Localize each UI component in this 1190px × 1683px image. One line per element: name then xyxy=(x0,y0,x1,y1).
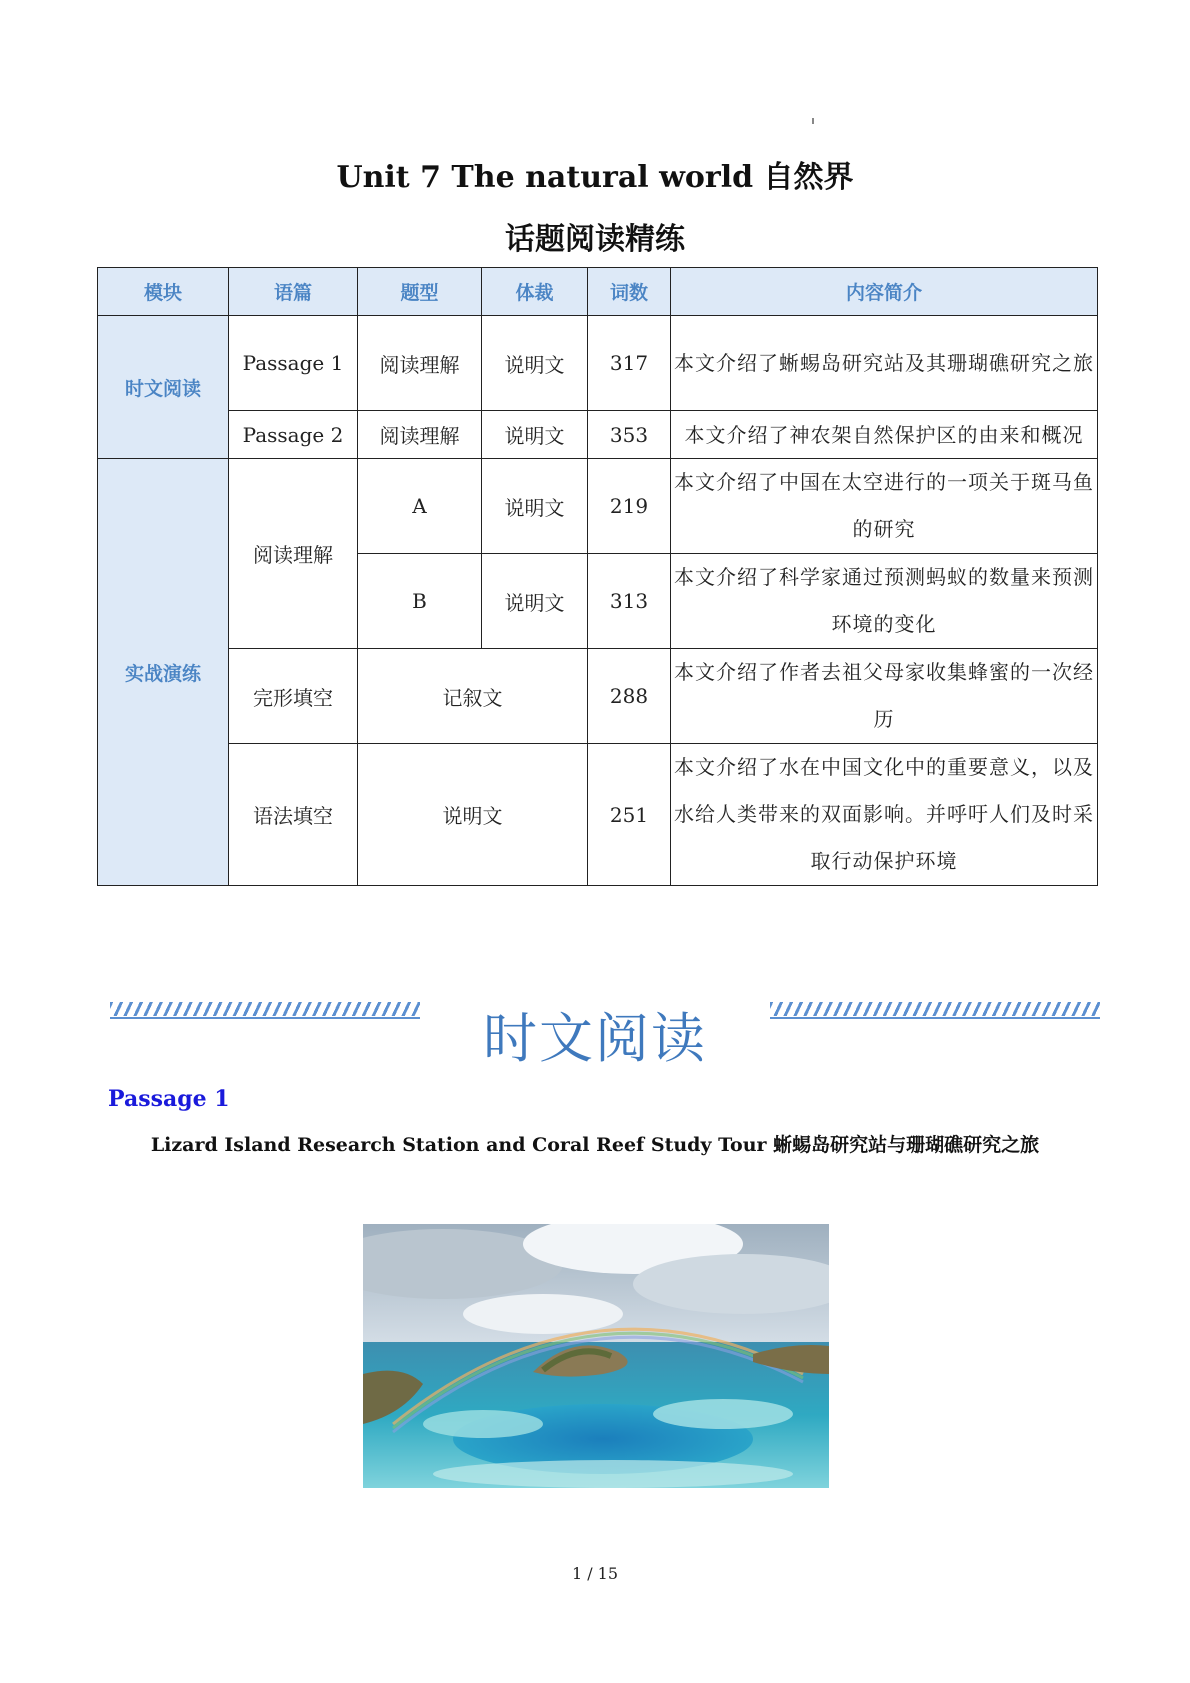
words-cell: 288 xyxy=(588,649,671,744)
passage-cell: 完形填空 xyxy=(229,649,358,744)
passage-cell: Passage 1 xyxy=(229,316,358,411)
overview-table xyxy=(97,267,1098,886)
summary-cell: 本文介绍了神农架自然保护区的由来和概况 xyxy=(671,411,1098,459)
genre-cell: 说明文 xyxy=(482,316,588,411)
type-cell: B xyxy=(358,554,482,649)
module-cell: 实战演练 xyxy=(98,459,229,886)
genre-cell: 说明文 xyxy=(482,411,588,459)
lizard-island-photo xyxy=(363,1224,829,1488)
type-cell: 阅读理解 xyxy=(358,316,482,411)
genre-cell: 记叙文 xyxy=(358,649,588,744)
section-banner-title: 时文阅读 xyxy=(483,1007,707,1070)
table-header-row xyxy=(98,268,1098,316)
words-cell: 219 xyxy=(588,459,671,554)
column-header: 内容简介 xyxy=(671,268,1098,316)
summary-cell: 本文介绍了中国在太空进行的一项关于斑马鱼的研究 xyxy=(671,459,1098,554)
genre-cell: 说明文 xyxy=(358,744,588,886)
type-cell: A xyxy=(358,459,482,554)
passage-cell: 语法填空 xyxy=(229,744,358,886)
column-header: 模块 xyxy=(98,268,229,316)
column-header: 语篇 xyxy=(229,268,358,316)
words-cell: 251 xyxy=(588,744,671,886)
column-header: 题型 xyxy=(358,268,482,316)
genre-cell: 说明文 xyxy=(482,554,588,649)
column-header: 词数 xyxy=(588,268,671,316)
module-cell: 时文阅读 xyxy=(98,316,229,459)
summary-cell: 本文介绍了科学家通过预测蚂蚁的数量来预测环境的变化 xyxy=(671,554,1098,649)
type-cell: 阅读理解 xyxy=(358,411,482,459)
passage-title: Lizard Island Research Station and Coral Reef Study Tour 蜥蜴岛研究站与珊瑚礁研究之旅 xyxy=(150,1134,1040,1156)
page-number: 1 / 15 xyxy=(571,1564,619,1583)
table-row xyxy=(98,744,1098,886)
summary-cell: 本文介绍了蜥蜴岛研究站及其珊瑚礁研究之旅 xyxy=(671,316,1098,411)
scan-mark xyxy=(812,118,814,124)
passage-cell: Passage 2 xyxy=(229,411,358,459)
words-cell: 353 xyxy=(588,411,671,459)
genre-cell: 说明文 xyxy=(482,459,588,554)
table-row xyxy=(98,459,1098,554)
section-subtitle: 话题阅读精练 xyxy=(505,222,685,257)
passage-cell: 阅读理解 xyxy=(229,459,358,649)
unit-title: Unit 7 The natural world 自然界 xyxy=(336,160,854,195)
words-cell: 313 xyxy=(588,554,671,649)
summary-cell: 本文介绍了水在中国文化中的重要意义，以及水给人类带来的双面影响。并呼吁人们及时采取行动保护环境 xyxy=(671,744,1098,886)
words-cell: 317 xyxy=(588,316,671,411)
column-header: 体裁 xyxy=(482,268,588,316)
table-row xyxy=(98,411,1098,459)
passage-label: Passage 1 xyxy=(108,1086,230,1112)
summary-cell: 本文介绍了作者去祖父母家收集蜂蜜的一次经历 xyxy=(671,649,1098,744)
table-row xyxy=(98,316,1098,411)
table-row xyxy=(98,649,1098,744)
